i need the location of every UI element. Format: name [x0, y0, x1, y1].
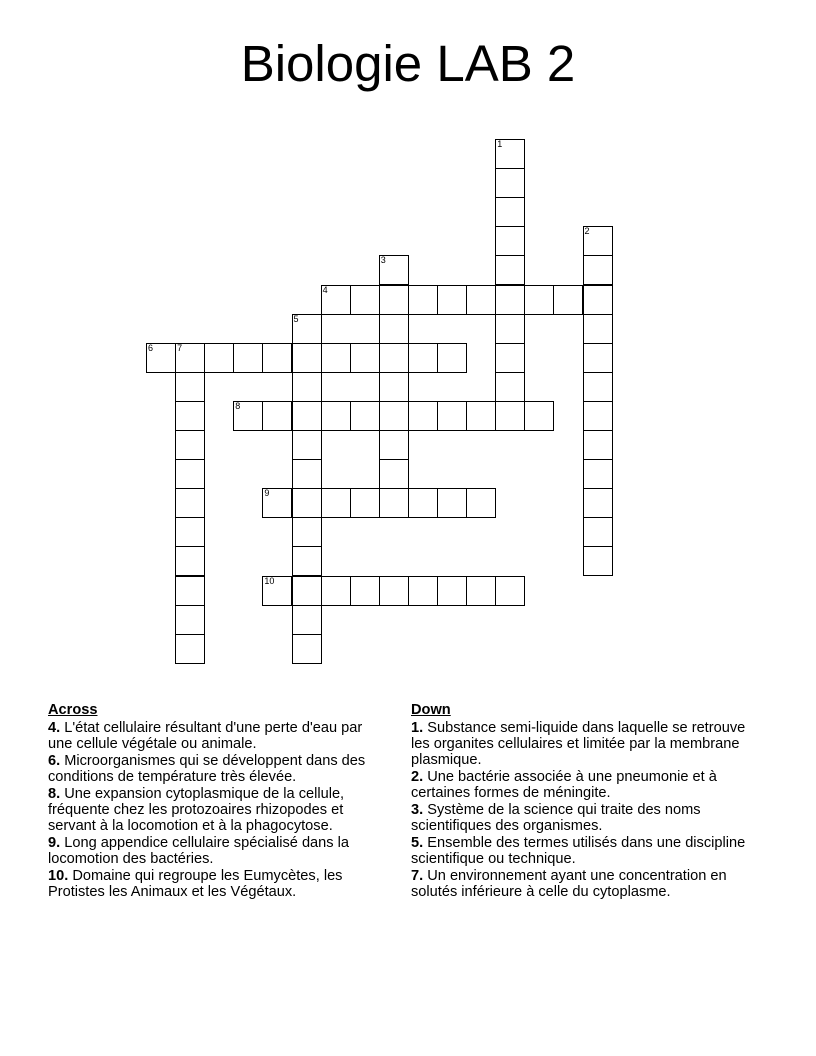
cell-number: 4 — [322, 284, 328, 295]
grid-cell[interactable] — [292, 488, 322, 518]
grid-cell[interactable] — [408, 488, 438, 518]
across-clues — [48, 701, 386, 901]
grid-cell[interactable] — [175, 634, 205, 664]
grid-cell[interactable] — [350, 401, 380, 431]
grid-cell[interactable] — [292, 343, 322, 373]
grid-cell[interactable] — [350, 488, 380, 518]
grid-cell[interactable] — [495, 226, 525, 256]
clue-text: Ensemble des termes utilisés dans une discipline scientifique ou technique. — [411, 835, 746, 867]
clue-number: 7. — [411, 868, 424, 884]
grid-cell[interactable] — [466, 401, 496, 431]
grid-cell[interactable] — [175, 401, 205, 431]
grid-cell[interactable] — [262, 343, 292, 373]
grid-cell[interactable] — [262, 488, 292, 518]
grid-cell[interactable] — [583, 226, 613, 256]
grid-cell[interactable] — [262, 576, 292, 606]
grid-cell[interactable] — [321, 343, 351, 373]
across-clue — [48, 720, 386, 752]
down-clue — [411, 769, 763, 801]
grid-cell[interactable] — [175, 605, 205, 635]
across-clue — [48, 868, 386, 900]
grid-cell[interactable] — [408, 285, 438, 315]
grid-cell[interactable] — [321, 401, 351, 431]
clue-number: 4. — [48, 720, 61, 736]
grid-cell[interactable] — [292, 430, 322, 460]
across-clue — [48, 835, 386, 867]
clue-number: 10. — [48, 868, 69, 884]
grid-cell[interactable] — [292, 576, 322, 606]
grid-cell[interactable] — [495, 255, 525, 285]
grid-cell[interactable] — [437, 285, 467, 315]
grid-cell[interactable] — [583, 255, 613, 285]
grid-cell[interactable] — [495, 285, 525, 315]
grid-cell[interactable] — [292, 605, 322, 635]
grid-cell[interactable] — [379, 343, 409, 373]
across-clue — [48, 753, 386, 785]
grid-cell[interactable] — [292, 517, 322, 547]
clue-number: 6. — [48, 753, 61, 769]
grid-cell[interactable] — [379, 430, 409, 460]
clue-number: 8. — [48, 786, 61, 802]
grid-cell[interactable] — [175, 459, 205, 489]
grid-cell[interactable] — [292, 314, 322, 344]
grid-cell[interactable] — [350, 343, 380, 373]
grid-cell[interactable] — [233, 343, 263, 373]
grid-cell[interactable] — [379, 459, 409, 489]
clue-text: Substance semi-liquide dans laquelle se retrouve les organites cellulaires et limitée par la membrane plasmique. — [411, 720, 746, 768]
cell-number: 6 — [148, 342, 154, 353]
grid-cell[interactable] — [553, 285, 583, 315]
down-clue — [411, 802, 763, 834]
cell-number: 8 — [235, 400, 241, 411]
grid-cell[interactable] — [379, 372, 409, 402]
grid-cell[interactable] — [495, 314, 525, 344]
grid-cell[interactable] — [379, 255, 409, 285]
grid-cell[interactable] — [466, 285, 496, 315]
grid-cell[interactable] — [437, 488, 467, 518]
grid-cell[interactable] — [466, 488, 496, 518]
grid-cell[interactable] — [292, 459, 322, 489]
clue-number: 9. — [48, 835, 61, 851]
grid-cell[interactable] — [292, 372, 322, 402]
cell-number: 2 — [584, 226, 590, 237]
grid-cell[interactable] — [321, 488, 351, 518]
grid-cell[interactable] — [495, 401, 525, 431]
down-clues — [411, 701, 763, 901]
grid-cell[interactable] — [292, 546, 322, 576]
clue-text: Système de la science qui traite des noms scientifiques des organismes. — [411, 802, 701, 834]
grid-cell[interactable] — [583, 546, 613, 576]
cell-number: 10 — [264, 575, 275, 586]
grid-cell[interactable] — [379, 488, 409, 518]
clue-text: Long appendice cellulaire spécialisé dans la locomotion des bactéries. — [48, 835, 350, 867]
grid-cell[interactable] — [408, 343, 438, 373]
grid-cell[interactable] — [350, 285, 380, 315]
grid-cell[interactable] — [524, 401, 554, 431]
page-title: Biologie LAB 2 — [240, 35, 576, 92]
grid-cell[interactable] — [350, 576, 380, 606]
cell-number: 1 — [497, 139, 503, 149]
down-heading: Down — [411, 702, 451, 718]
grid-cell[interactable] — [495, 168, 525, 198]
grid-cell[interactable] — [495, 197, 525, 227]
clue-text: Une bactérie associée à une pneumonie et à certaines formes de méningite. — [411, 769, 717, 801]
grid-cell[interactable] — [175, 517, 205, 547]
clue-text: L'état cellulaire résultant d'une perte d'eau par une cellule végétale ou animale. — [48, 720, 363, 752]
grid-cell[interactable] — [524, 285, 554, 315]
grid-cell[interactable] — [175, 372, 205, 402]
grid-cell[interactable] — [175, 576, 205, 606]
cell-number: 3 — [380, 255, 386, 266]
grid-cell[interactable] — [146, 343, 176, 373]
grid-cell[interactable] — [437, 343, 467, 373]
cell-number: 9 — [264, 488, 270, 499]
across-heading: Across — [48, 702, 98, 718]
grid-cell[interactable] — [321, 285, 351, 315]
grid-cell[interactable] — [408, 576, 438, 606]
grid-cell[interactable] — [262, 401, 292, 431]
grid-cell[interactable] — [321, 576, 351, 606]
clue-text: Un environnement ayant une concentration en solutés inférieure à celle du cytoplasme. — [411, 868, 727, 900]
cell-number: 5 — [293, 313, 299, 324]
grid-cell[interactable] — [379, 576, 409, 606]
grid-cell[interactable] — [379, 401, 409, 431]
grid-cell[interactable] — [495, 139, 525, 169]
down-clue — [411, 835, 763, 867]
grid-cell[interactable] — [379, 285, 409, 315]
grid-cell[interactable] — [466, 576, 496, 606]
clue-number: 1. — [411, 720, 424, 736]
clue-text: Une expansion cytoplasmique de la cellule, fréquente chez les protozoaires rhizopodes et servant à la locomotion et à la phagocytose. — [48, 786, 345, 834]
grid-cell[interactable] — [583, 285, 613, 315]
grid-cell[interactable] — [495, 576, 525, 606]
grid-cell[interactable] — [583, 459, 613, 489]
grid-cell[interactable] — [495, 372, 525, 402]
grid-cell[interactable] — [583, 343, 613, 373]
grid-cell[interactable] — [583, 314, 613, 344]
cell-number: 7 — [177, 342, 183, 353]
grid-cell[interactable] — [379, 314, 409, 344]
grid-cell[interactable] — [292, 634, 322, 664]
grid-cell[interactable] — [408, 401, 438, 431]
grid-cell[interactable] — [175, 343, 205, 373]
clue-number: 3. — [411, 802, 424, 818]
clue-number: 5. — [411, 835, 424, 851]
clue-text: Domaine qui regroupe les Eumycètes, les Protistes les Animaux et les Végétaux. — [48, 868, 343, 900]
grid-cell[interactable] — [583, 372, 613, 402]
grid-cell[interactable] — [583, 430, 613, 460]
grid-cell[interactable] — [583, 401, 613, 431]
grid-cell[interactable] — [175, 430, 205, 460]
grid-cell[interactable] — [495, 343, 525, 373]
grid-cell[interactable] — [175, 546, 205, 576]
grid-cell[interactable] — [437, 401, 467, 431]
down-clue — [411, 720, 763, 768]
grid-cell[interactable] — [583, 517, 613, 547]
grid-cell[interactable] — [233, 401, 263, 431]
grid-cell[interactable] — [204, 343, 234, 373]
grid-cell[interactable] — [292, 401, 322, 431]
across-clue — [48, 786, 386, 834]
grid-cell[interactable] — [175, 488, 205, 518]
down-clue — [411, 868, 763, 900]
grid-cell[interactable] — [583, 488, 613, 518]
clue-number: 2. — [411, 769, 424, 785]
grid-cell[interactable] — [437, 576, 467, 606]
clue-text: Microorganismes qui se développent dans des conditions de température très élevée. — [48, 753, 366, 785]
